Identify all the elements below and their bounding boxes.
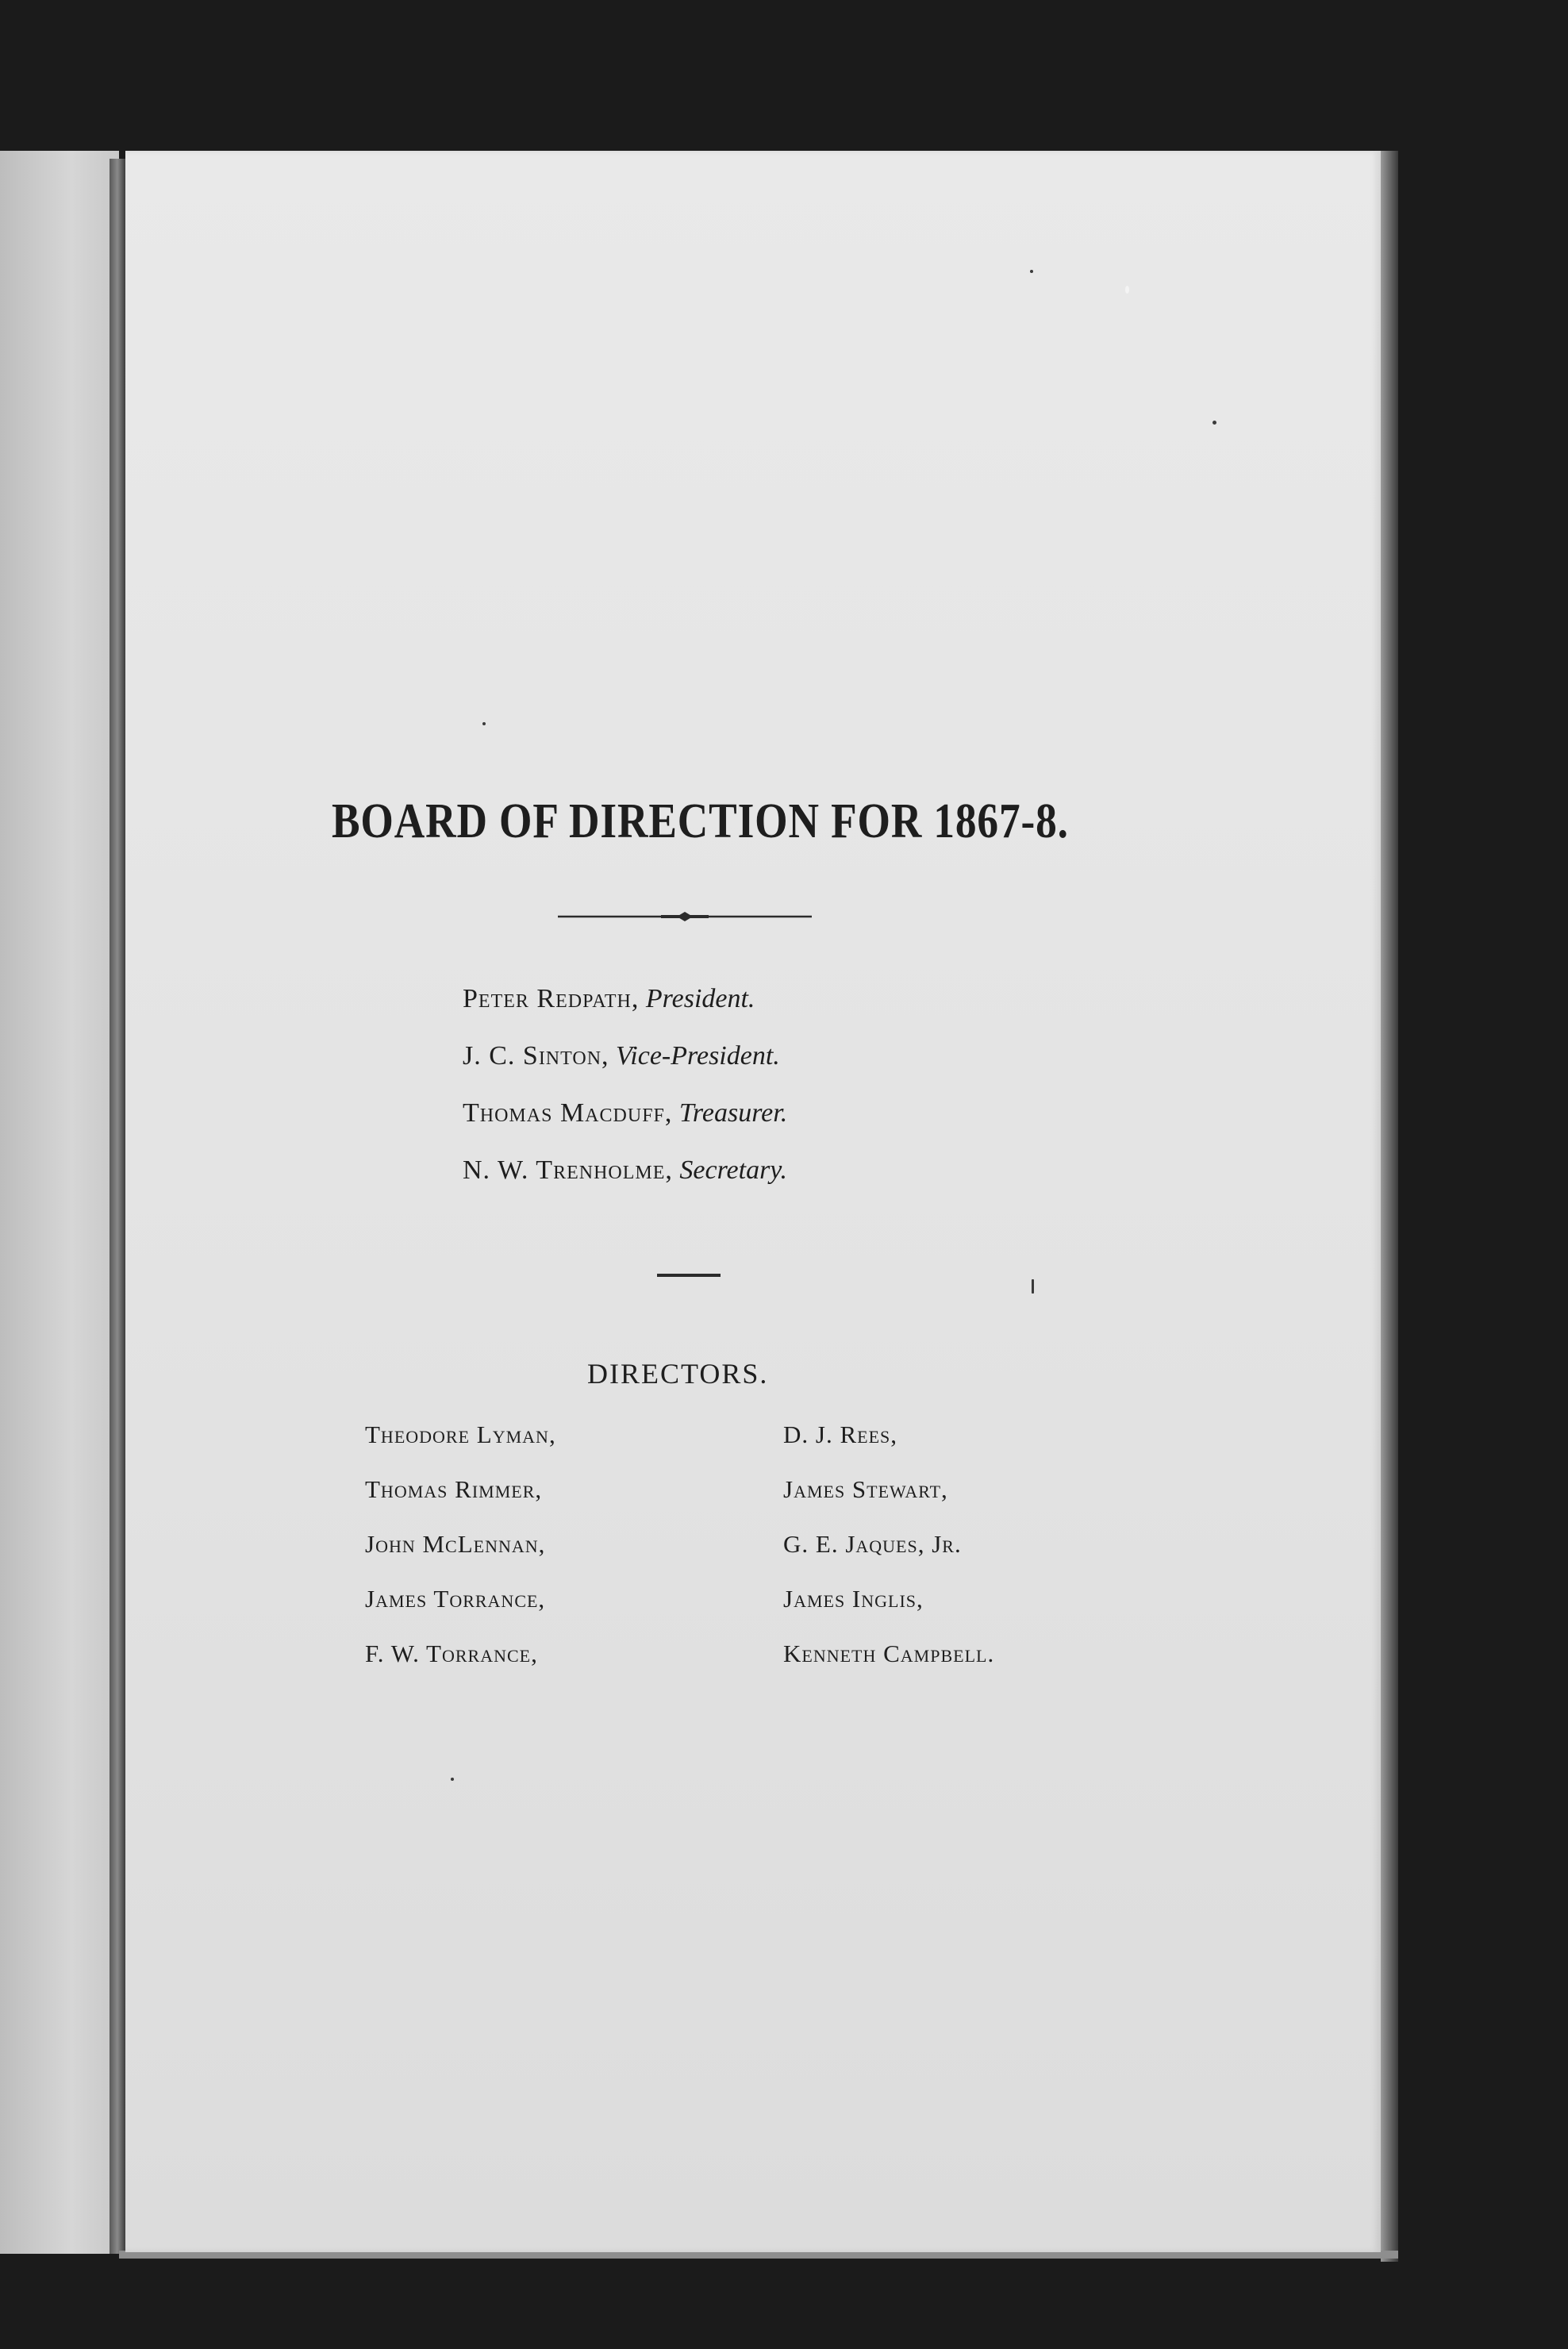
section-divider	[657, 1274, 721, 1277]
officer-name: Peter Redpath,	[463, 984, 640, 1013]
director-name: Kenneth Campbell.	[783, 1640, 995, 1667]
officer-row	[463, 1098, 1177, 1155]
directors-heading: DIRECTORS.	[587, 1358, 769, 1390]
officer-name: J. C. Sinton,	[463, 1041, 609, 1071]
facing-page-edge	[0, 151, 119, 2254]
director-name: F. W. Torrance,	[365, 1640, 538, 1667]
officer-role: President.	[645, 984, 755, 1013]
directors-column-left	[365, 1421, 556, 1694]
directors-column-right	[783, 1421, 994, 1694]
director-name: G. E. Jaques, Jr.	[783, 1530, 962, 1558]
scan-speck	[1213, 421, 1216, 425]
scan-speck	[1125, 286, 1129, 294]
director-name: James Torrance,	[365, 1585, 546, 1613]
director-name: Theodore Lyman,	[365, 1421, 556, 1448]
officer-role: Secretary.	[679, 1155, 788, 1185]
director-name: James Stewart,	[783, 1475, 948, 1503]
officer-row	[463, 1041, 1177, 1098]
officer-row	[463, 984, 1177, 1041]
book-gutter	[110, 159, 125, 2254]
officer-name: N. W. Trenholme,	[463, 1155, 673, 1185]
scan-speck	[1032, 1279, 1034, 1294]
officer-role: Treasurer.	[678, 1098, 788, 1128]
scan-speck	[1030, 270, 1033, 273]
officer-row	[463, 1155, 1177, 1213]
officer-role: Vice-President.	[616, 1041, 780, 1071]
scan-speck	[482, 722, 486, 725]
document-page	[125, 151, 1381, 2252]
page-content	[125, 151, 1381, 2252]
officer-name: Thomas Macduff,	[463, 1098, 673, 1128]
scan-speck	[451, 1778, 454, 1781]
director-name: John McLennan,	[365, 1530, 546, 1558]
page-heading: BOARD OF DIRECTION FOR 1867-8.	[332, 794, 1069, 848]
officers-list	[463, 984, 1177, 1213]
director-name: James Inglis,	[783, 1585, 924, 1613]
page-right-shadow	[1381, 151, 1398, 2262]
ornament-divider	[558, 911, 812, 922]
director-name: D. J. Rees,	[783, 1421, 897, 1448]
director-name: Thomas Rimmer,	[365, 1475, 543, 1503]
